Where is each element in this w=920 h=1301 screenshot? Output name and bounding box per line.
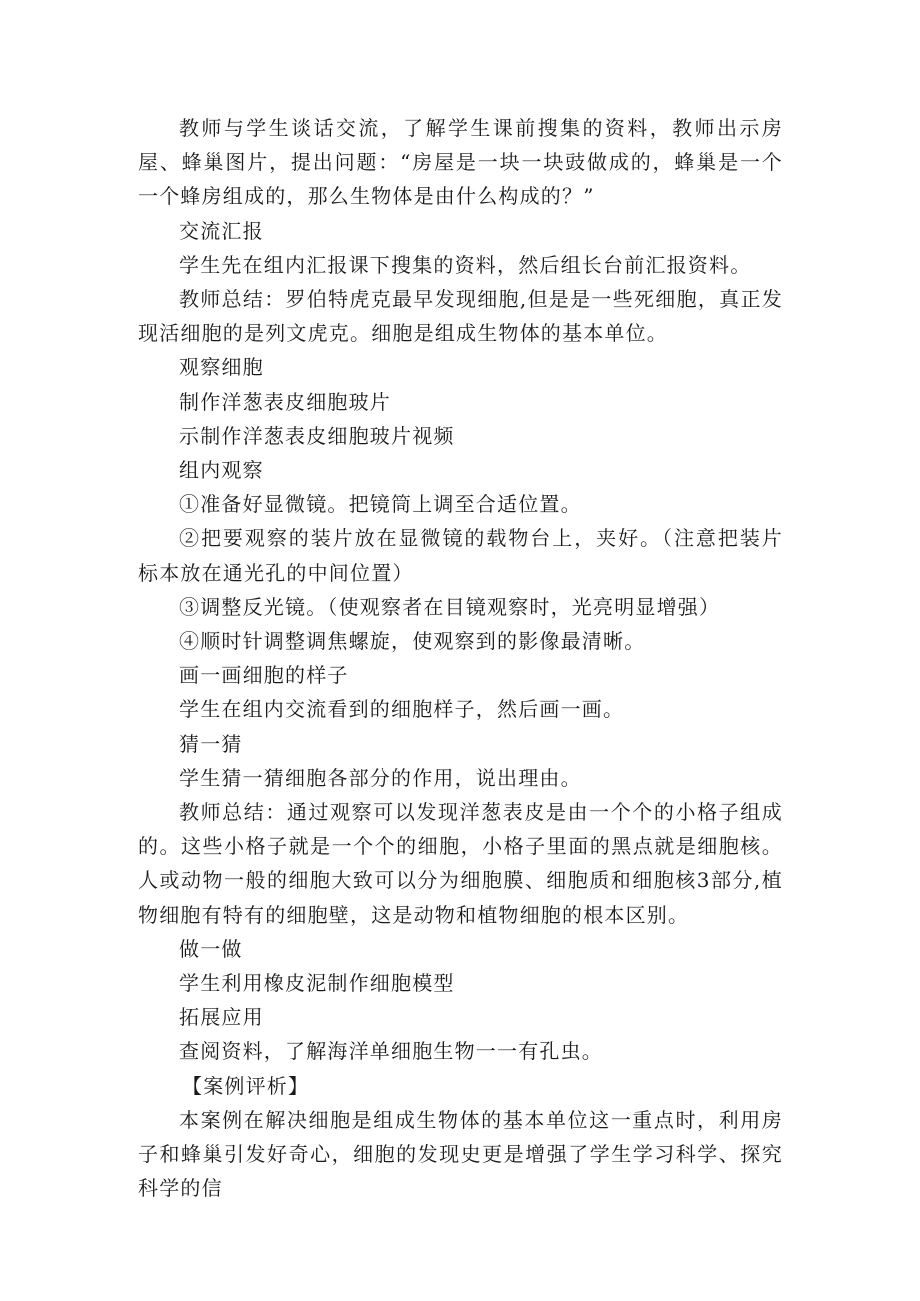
paragraph-extension: 查阅资料，了解海洋单细胞生物一一有孔虫。 (179, 1039, 603, 1064)
paragraph-group-report: 学生先在组内汇报课下搜集的资料，然后组长台前汇报资料。 (179, 252, 752, 277)
paragraph-teacher-summary-2: 教师总结：通过观察可以发现洋葱表皮是由一个个的小格子组成的。这些小格子就是一个个的细胞，小格子里面的黑点就是细胞核。人或动物一般的细胞大致可以分为细胞膜、细胞质和细胞核3部分,植物细胞有特有的细胞壁，这是动物和植物细胞的根本区别。 (138, 800, 783, 927)
heading-exchange-report: 交流汇报 (179, 218, 264, 243)
paragraph-show-video: 示制作洋葱表皮细胞玻片视频 (179, 423, 455, 448)
heading-group-observation: 组内观察 (179, 458, 264, 483)
paragraph-case-analysis: 本案例在解决细胞是组成生物体的基本单位这一重点时，利用房子和蜂巢引发好奇心，细胞的发现史更是增强了学生学习科学、探究科学的信 (138, 1107, 783, 1201)
heading-draw-cells: 画一画细胞的样子 (179, 663, 349, 688)
paragraph-make-model: 学生利用橡皮泥制作细胞模型 (179, 971, 455, 996)
heading-make-slide: 制作洋葱表皮细胞玻片 (179, 389, 391, 414)
paragraph-intro-question: 教师与学生谈话交流，了解学生课前搜集的资料，教师出示房屋、蜂巢图片，提出问题：“房屋是一块一块豉做成的，蜂巢是一个一个蜂房组成的，那么生物体是由什么构成的？” (138, 116, 783, 209)
heading-extension: 拓展应用 (179, 1005, 264, 1030)
heading-observe-cells: 观察细胞 (179, 355, 264, 380)
paragraph-draw-cells: 学生在组内交流看到的细胞样子，然后画一画。 (179, 697, 625, 722)
heading-case-analysis: 【案例评析】 (182, 1073, 310, 1098)
paragraph-guess: 学生猜一猜细胞各部分的作用，说出理由。 (179, 765, 582, 790)
paragraph-teacher-summary-1: 教师总结：罗伯特虎克最早发现细胞,但是是一些死细胞，真正发现活细胞的是列文虎克。细胞是组成生物体的基本单位。 (138, 287, 783, 346)
heading-guess: 猜一猜 (179, 731, 243, 756)
step-3: ③调整反光镜。（使观察者在目镜观察时，光亮明显增强） (179, 594, 721, 619)
heading-do-it: 做一做 (179, 936, 243, 961)
step-1: ①准备好显微镜。把镜筒上调至合适位置。 (179, 492, 582, 517)
document-page (138, 111, 783, 1206)
step-4: ④顺时针调整调焦螺旋，使观察到的影像最清晰。 (179, 629, 646, 654)
step-2: ②把要观察的装片放在显微镜的载物台上，夹好。（注意把装片标本放在通光孔的中间位置） (138, 526, 783, 585)
